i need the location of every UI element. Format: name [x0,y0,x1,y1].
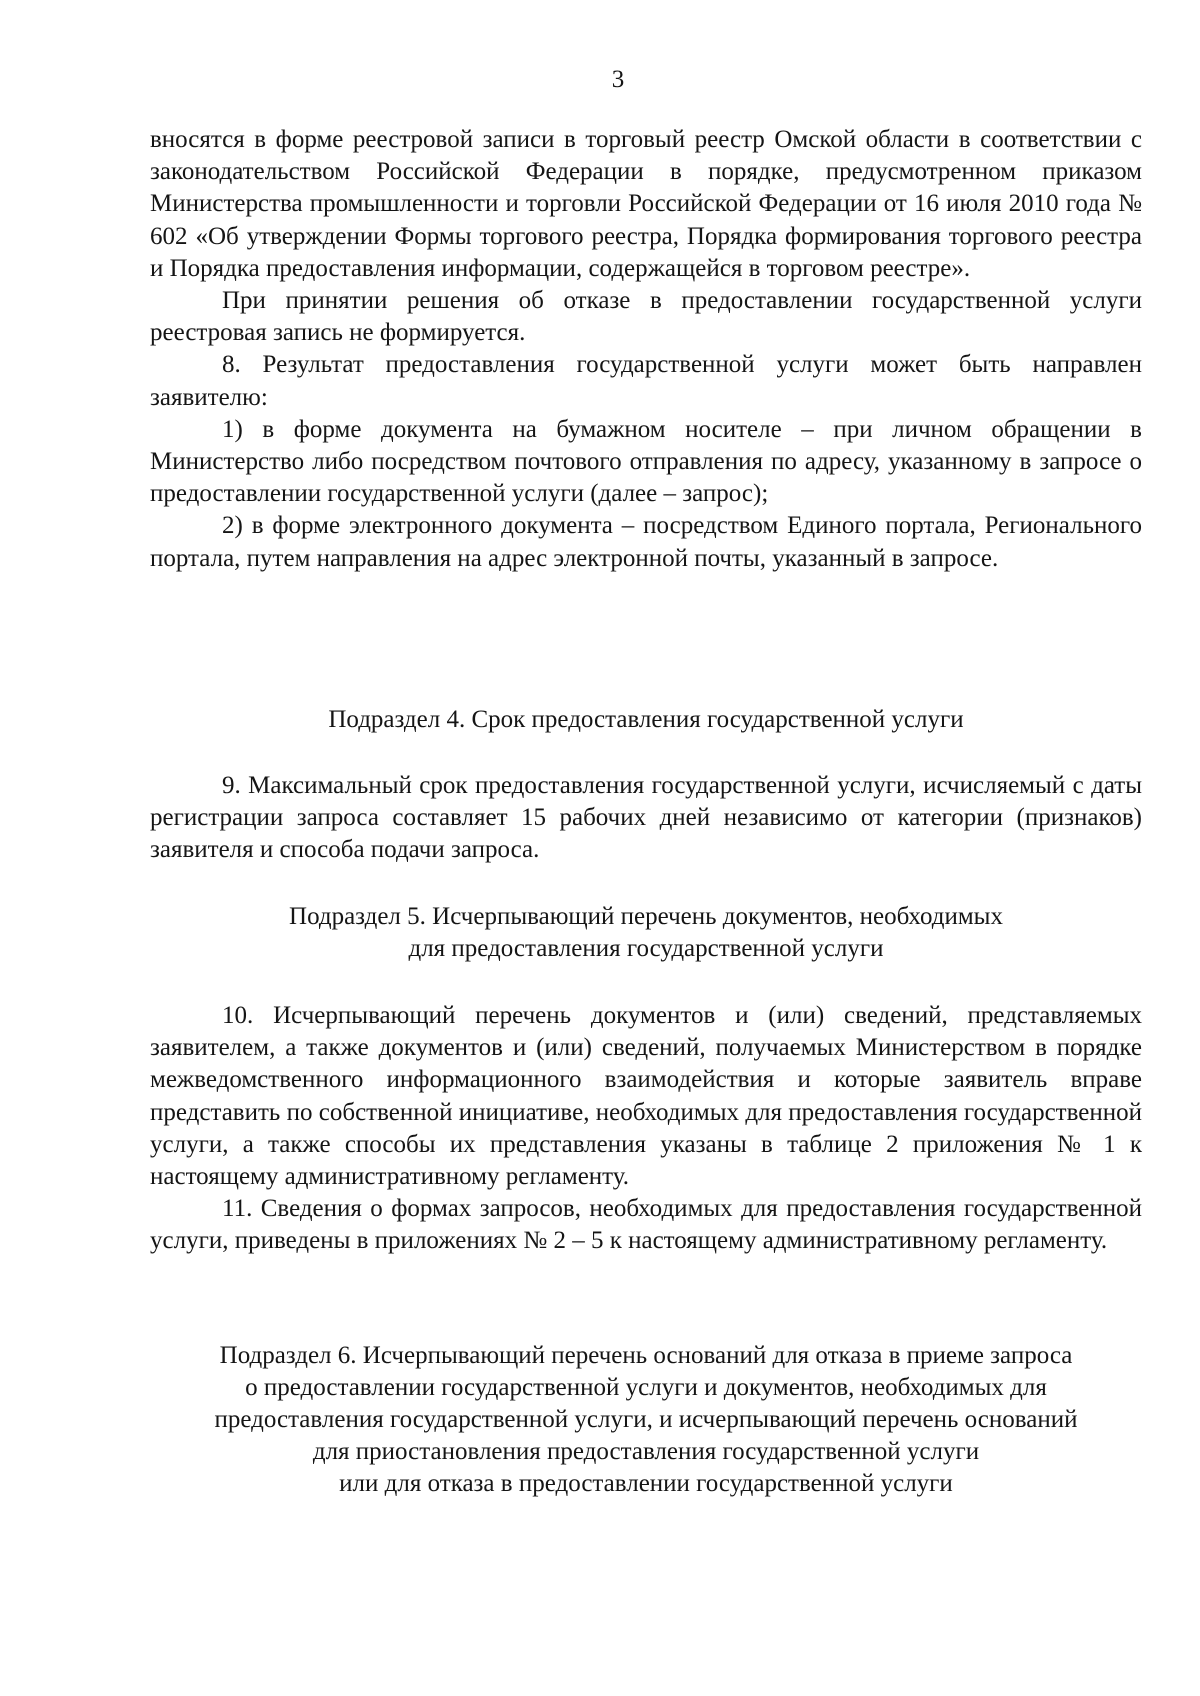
text-block-subsection-5 [150,1000,1142,1258]
text-block-top [150,124,1142,575]
item-8-paragraph: 8. Результат предоставления государственной услуги может быть направлен заявителю: [150,351,1142,411]
intro-paragraph: вносятся в форме реестровой записи в торговый реестр Омской области в соответствии с законодательством Российской Федерации в порядке, предусмотренном приказом Министерства промышленности и торговли Российской Федерации от 16 июля 2010 года № 602 «Об утверждении Формы торгового реестра, Порядка формирования торгового реестра и Порядка предоставления информации, содержащейся в торговом реестре». [150,126,1142,282]
item-8-2-paragraph: 2) в форме электронного документа – посредством Единого портала, Регионального портала, путем направления на адрес электронной почты, указанный в запросе. [150,512,1142,572]
refusal-paragraph: При принятии решения об отказе в предоставлении государственной услуги реестровая запись не формируется. [150,287,1142,347]
subsection-4-heading [150,704,1142,736]
subsection-6-title-line: или для отказа в предоставлении государственной услуги [339,1470,953,1497]
subsection-5-heading [150,901,1142,965]
item-9-paragraph: 9. Максимальный срок предоставления государственной услуги, исчисляемый с даты регистрации запроса составляет 15 рабочих дней независимо от категории (признаков) заявителя и способа подачи запроса. [150,772,1142,864]
subsection-5-title-line: для предоставления государственной услуги [408,935,884,962]
page-number: 3 [611,66,625,93]
subsection-6-title-line: Подраздел 6. Исчерпывающий перечень оснований для отказа в приеме запроса [219,1342,1073,1369]
subsection-4-title: Подраздел 4. Срок предоставления государственной услуги [328,706,964,733]
subsection-6-title-line: предоставления государственной услуги, и исчерпывающий перечень оснований [214,1406,1078,1433]
subsection-6-heading [150,1340,1142,1500]
item-11-paragraph: 11. Сведения о формах запросов, необходимых для предоставления государственной услуги, приведены в приложениях № 2 – 5 к настоящему административному регламенту. [150,1195,1142,1255]
item-10-paragraph: 10. Исчерпывающий перечень документов и (или) сведений, представляемых заявителем, а также документов и (или) сведений, получаемых Министерством в порядке межведомственного информационного взаимодействия и которые заявитель вправе представить по собственной инициативе, необходимых для предоставления государственной услуги, а также способы их представления указаны в таблице 2 приложения № 1 к настоящему административному регламенту. [150,1002,1142,1191]
item-8-1-paragraph: 1) в форме документа на бумажном носителе – при личном обращении в Министерство либо посредством почтового отправления по адресу, указанному в запросе о предоставлении государственной услуги (далее – запрос); [150,415,1142,508]
subsection-6-title-line: для приостановления предоставления государственной услуги [312,1438,980,1465]
subsection-5-title-line: Подраздел 5. Исчерпывающий перечень документов, необходимых [289,903,1003,930]
subsection-6-title-line: о предоставлении государственной услуги и документов, необходимых для [245,1374,1047,1401]
text-block-subsection-4 [150,770,1142,867]
